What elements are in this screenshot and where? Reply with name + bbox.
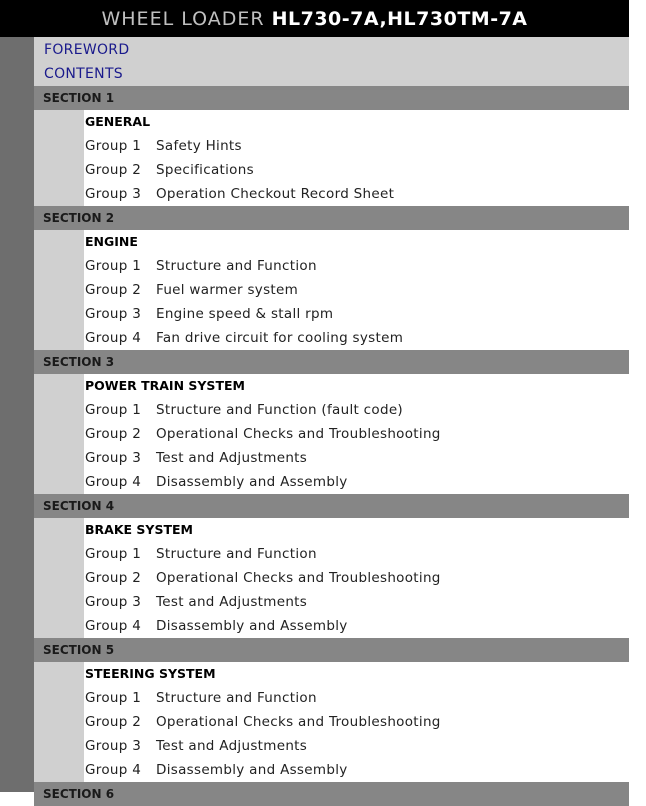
group-number: Group 2 <box>85 714 142 730</box>
group-title: Specifications <box>156 162 254 178</box>
title-model: HL730-7A,HL730TM-7A <box>271 8 528 30</box>
group-number: Group 1 <box>85 690 142 706</box>
group-title: Disassembly and Assembly <box>156 762 348 778</box>
group-title: Fuel warmer system <box>156 282 299 298</box>
group-number: Group 4 <box>85 762 142 778</box>
title-prefix: WHEEL LOADER <box>101 8 272 30</box>
group-link[interactable] <box>34 134 629 158</box>
group-title: Operational Checks and Troubleshooting <box>156 714 441 730</box>
group-title: Operational Checks and Troubleshooting <box>156 426 441 442</box>
group-number: Group 3 <box>85 738 142 754</box>
group-link[interactable] <box>34 542 629 566</box>
group-number: Group 3 <box>85 306 142 322</box>
group-title: Fan drive circuit for cooling system <box>156 330 404 346</box>
group-link[interactable] <box>34 758 629 782</box>
group-link[interactable] <box>34 734 629 758</box>
section-title[interactable]: GENERAL <box>85 114 151 129</box>
group-title: Test and Adjustments <box>156 594 308 610</box>
group-number: Group 3 <box>85 594 142 610</box>
group-number: Group 2 <box>85 162 142 178</box>
group-title: Structure and Function <box>156 690 317 706</box>
group-link[interactable] <box>34 614 629 638</box>
section-title[interactable]: BRAKE SYSTEM <box>85 522 193 537</box>
section-title[interactable]: ENGINE <box>85 234 138 249</box>
section-header[interactable]: SECTION 1 <box>34 86 629 110</box>
document-title <box>0 0 629 37</box>
group-title: Structure and Function <box>156 546 317 562</box>
group-title: Disassembly and Assembly <box>156 474 348 490</box>
group-number: Group 4 <box>85 474 142 490</box>
group-number: Group 4 <box>85 330 142 346</box>
group-link[interactable] <box>34 422 629 446</box>
section-body <box>34 110 629 206</box>
group-title: Engine speed & stall rpm <box>156 306 334 322</box>
section-body <box>34 662 629 782</box>
group-link[interactable] <box>34 398 629 422</box>
group-link[interactable] <box>34 326 629 350</box>
group-title: Test and Adjustments <box>156 738 308 754</box>
group-number: Group 3 <box>85 186 142 202</box>
group-number: Group 2 <box>85 570 142 586</box>
group-link[interactable] <box>34 686 629 710</box>
group-number: Group 3 <box>85 450 142 466</box>
section-header[interactable]: SECTION 5 <box>34 638 629 662</box>
sections-list <box>34 86 629 806</box>
group-link[interactable] <box>34 710 629 734</box>
group-link[interactable] <box>34 158 629 182</box>
section-body <box>34 518 629 638</box>
group-link[interactable] <box>34 302 629 326</box>
section-body <box>34 374 629 494</box>
section-header[interactable]: SECTION 6 <box>34 782 629 806</box>
group-title: Structure and Function (fault code) <box>156 402 404 418</box>
group-title: Operational Checks and Troubleshooting <box>156 570 441 586</box>
group-link[interactable] <box>34 566 629 590</box>
contents-link[interactable]: CONTENTS <box>44 66 123 82</box>
group-title: Operation Checkout Record Sheet <box>156 186 395 202</box>
group-number: Group 1 <box>85 138 142 154</box>
table-of-contents <box>34 37 629 806</box>
group-link[interactable] <box>34 446 629 470</box>
front-matter-links <box>34 37 629 86</box>
group-number: Group 1 <box>85 258 142 274</box>
group-title: Disassembly and Assembly <box>156 618 348 634</box>
foreword-link[interactable]: FOREWORD <box>44 42 130 58</box>
group-number: Group 1 <box>85 402 142 418</box>
section-header[interactable]: SECTION 3 <box>34 350 629 374</box>
section-header[interactable]: SECTION 4 <box>34 494 629 518</box>
section-body <box>34 230 629 350</box>
group-link[interactable] <box>34 470 629 494</box>
section-header[interactable]: SECTION 2 <box>34 206 629 230</box>
section-title[interactable]: STEERING SYSTEM <box>85 666 216 681</box>
group-number: Group 2 <box>85 282 142 298</box>
group-link[interactable] <box>34 590 629 614</box>
group-title: Test and Adjustments <box>156 450 308 466</box>
group-title: Structure and Function <box>156 258 317 274</box>
group-link[interactable] <box>34 278 629 302</box>
group-link[interactable] <box>34 182 629 206</box>
section-title[interactable]: POWER TRAIN SYSTEM <box>85 378 245 393</box>
group-number: Group 4 <box>85 618 142 634</box>
group-title: Safety Hints <box>156 138 242 154</box>
group-link[interactable] <box>34 254 629 278</box>
group-number: Group 2 <box>85 426 142 442</box>
left-margin-bar <box>0 37 34 792</box>
group-number: Group 1 <box>85 546 142 562</box>
